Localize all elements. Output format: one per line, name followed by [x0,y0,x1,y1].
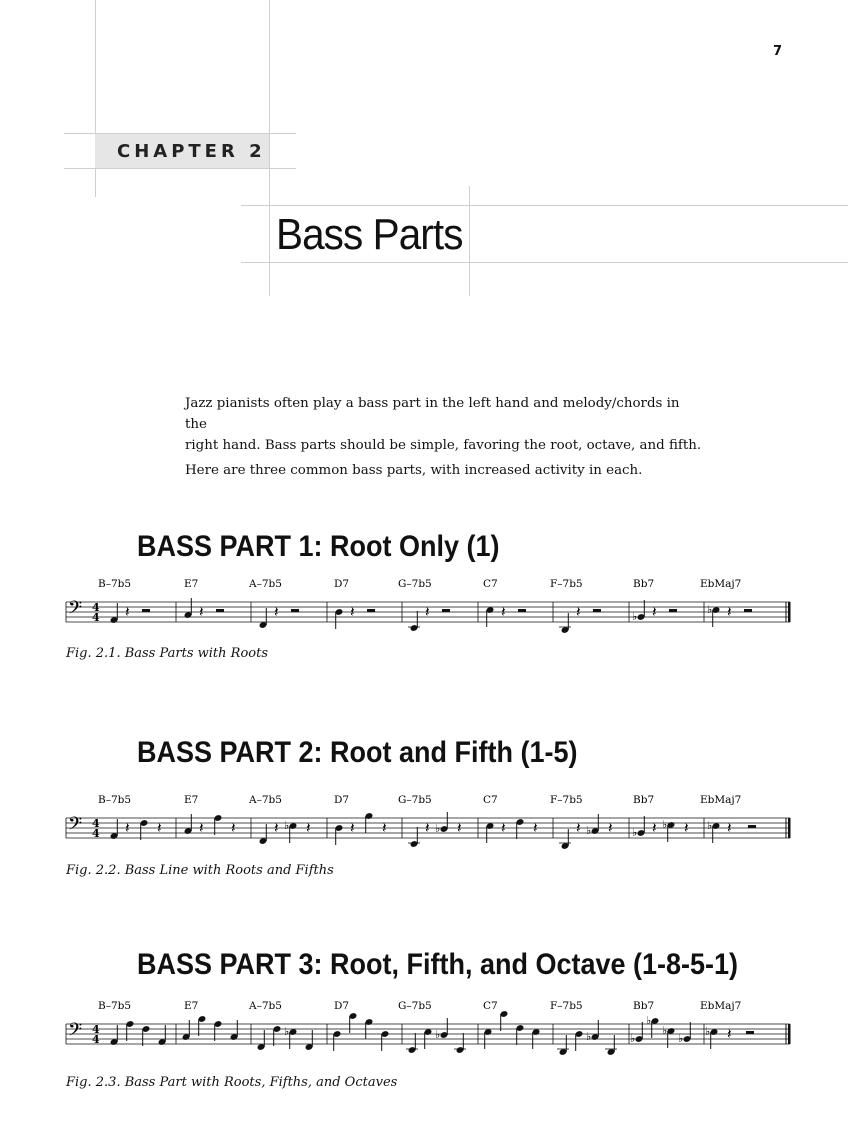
quarter-rest-icon: 𝄽 [274,603,279,621]
chord-symbol: Bb7 [633,1000,655,1012]
layout-rule [469,186,470,296]
quarter-rest-icon: 𝄽 [684,819,689,837]
flat-icon: ♭ [630,1032,636,1045]
chord-symbol: C7 [483,794,498,806]
chapter-label: CHAPTER 2 [117,141,266,162]
quarter-rest-icon: 𝄽 [199,819,204,837]
figure-caption: Fig. 2.3. Bass Part with Roots, Fifths, and Octaves [66,1075,398,1090]
quarter-rest-icon: 𝄽 [350,819,355,837]
chord-symbol: F–7b5 [550,578,583,590]
figure-caption: Fig. 2.2. Bass Line with Roots and Fifths [66,863,334,878]
quarter-rest-icon: 𝄽 [457,819,462,837]
half-rest-icon [291,609,299,612]
music-staff [0,572,848,642]
chord-symbol: A–7b5 [249,1000,282,1012]
flat-icon: ♭ [586,1030,592,1043]
chord-symbol: D7 [334,794,350,806]
quarter-rest-icon: 𝄽 [231,819,236,837]
quarter-rest-icon: 𝄽 [727,1025,732,1043]
chord-symbol: C7 [483,578,498,590]
flat-icon: ♭ [678,1032,684,1045]
flat-icon: ♭ [435,1028,441,1041]
flat-icon: ♭ [707,603,713,616]
chord-symbol: EbMaj7 [700,1000,742,1012]
flat-icon: ♭ [284,1025,290,1038]
page-number: 7 [772,44,782,59]
flat-icon: ♭ [662,818,668,831]
quarter-rest-icon: 𝄽 [425,819,430,837]
quarter-rest-icon: 𝄽 [350,603,355,621]
half-rest-icon [593,609,601,612]
chord-symbol: B–7b5 [98,578,132,590]
bass-clef-icon: 𝄢 [68,598,83,623]
chapter-title: Bass Parts [276,210,463,259]
quarter-rest-icon: 𝄽 [652,819,657,837]
flat-icon: ♭ [632,610,638,623]
chord-symbol: EbMaj7 [700,794,742,806]
section-heading: BASS PART 2: Root and Fifth (1-5) [137,736,578,769]
quarter-rest-icon: 𝄽 [501,603,506,621]
flat-icon: ♭ [705,1025,711,1038]
chord-symbol: G–7b5 [398,578,432,590]
chord-symbol: D7 [334,1000,350,1012]
layout-rule [241,262,848,263]
final-barline [788,818,791,838]
layout-rule [64,168,296,169]
chord-symbol: Bb7 [633,578,655,590]
quarter-rest-icon: 𝄽 [652,603,657,621]
quarter-rest-icon: 𝄽 [727,819,732,837]
intro-line: right hand. Bass parts should be simple, favoring the root, octave, and fifth. [185,438,702,453]
final-barline [788,602,791,622]
chord-symbol: A–7b5 [249,578,282,590]
chord-symbol: E7 [184,578,199,590]
chord-symbol: E7 [184,794,199,806]
time-signature-bottom: 4 [92,611,100,624]
time-signature-top: 4 [92,601,100,614]
quarter-rest-icon: 𝄽 [125,819,130,837]
half-rest-icon [669,609,677,612]
quarter-rest-icon: 𝄽 [576,819,581,837]
half-rest-icon [744,609,752,612]
figure-caption: Fig. 2.1. Bass Parts with Roots [66,646,268,661]
half-rest-icon [367,609,375,612]
quarter-rest-icon: 𝄽 [727,603,732,621]
quarter-rest-icon: 𝄽 [382,819,387,837]
time-signature-top: 4 [92,1023,100,1036]
flat-icon: ♭ [284,819,290,832]
half-rest-icon [746,1031,754,1034]
chord-symbol: EbMaj7 [700,578,742,590]
quarter-rest-icon: 𝄽 [125,603,130,621]
chord-symbol: B–7b5 [98,794,132,806]
chord-symbol: D7 [334,578,350,590]
quarter-rest-icon: 𝄽 [576,603,581,621]
chord-symbol: F–7b5 [550,1000,583,1012]
quarter-rest-icon: 𝄽 [157,819,162,837]
half-rest-icon [216,609,224,612]
chord-symbol: F–7b5 [550,794,583,806]
flat-icon: ♭ [662,1024,668,1037]
flat-icon: ♭ [646,1014,652,1027]
half-rest-icon [442,609,450,612]
time-signature-bottom: 4 [92,827,100,840]
half-rest-icon [142,609,150,612]
section-heading: BASS PART 1: Root Only (1) [137,530,500,563]
bass-clef-icon: 𝄢 [68,1020,83,1045]
quarter-rest-icon: 𝄽 [425,603,430,621]
layout-rule [241,205,848,206]
quarter-rest-icon: 𝄽 [501,819,506,837]
flat-icon: ♭ [435,822,441,835]
chord-symbol: A–7b5 [249,794,282,806]
half-rest-icon [518,609,526,612]
half-rest-icon [748,825,756,828]
section-heading: BASS PART 3: Root, Fifth, and Octave (1-8-5-1) [137,948,739,981]
time-signature-top: 4 [92,817,100,830]
final-barline [788,1024,791,1044]
music-staff [0,788,848,858]
intro-paragraph [185,393,705,456]
quarter-rest-icon: 𝄽 [533,819,538,837]
quarter-rest-icon: 𝄽 [608,819,613,837]
quarter-rest-icon: 𝄽 [274,819,279,837]
chord-symbol: Bb7 [633,794,655,806]
music-staff [0,994,848,1064]
flat-icon: ♭ [586,824,592,837]
chord-symbol: G–7b5 [398,794,432,806]
bass-clef-icon: 𝄢 [68,814,83,839]
layout-rule [269,0,270,296]
flat-icon: ♭ [632,826,638,839]
chord-symbol: G–7b5 [398,1000,432,1012]
flat-icon: ♭ [707,819,713,832]
chord-symbol: E7 [184,1000,199,1012]
chord-symbol: C7 [483,1000,498,1012]
quarter-rest-icon: 𝄽 [199,603,204,621]
chord-symbol: B–7b5 [98,1000,132,1012]
quarter-rest-icon: 𝄽 [306,819,311,837]
time-signature-bottom: 4 [92,1033,100,1046]
intro-line: Jazz pianists often play a bass part in the left hand and melody/chords in the [185,396,680,432]
intro-paragraph-2: Here are three common bass parts, with increased activity in each. [185,463,643,478]
